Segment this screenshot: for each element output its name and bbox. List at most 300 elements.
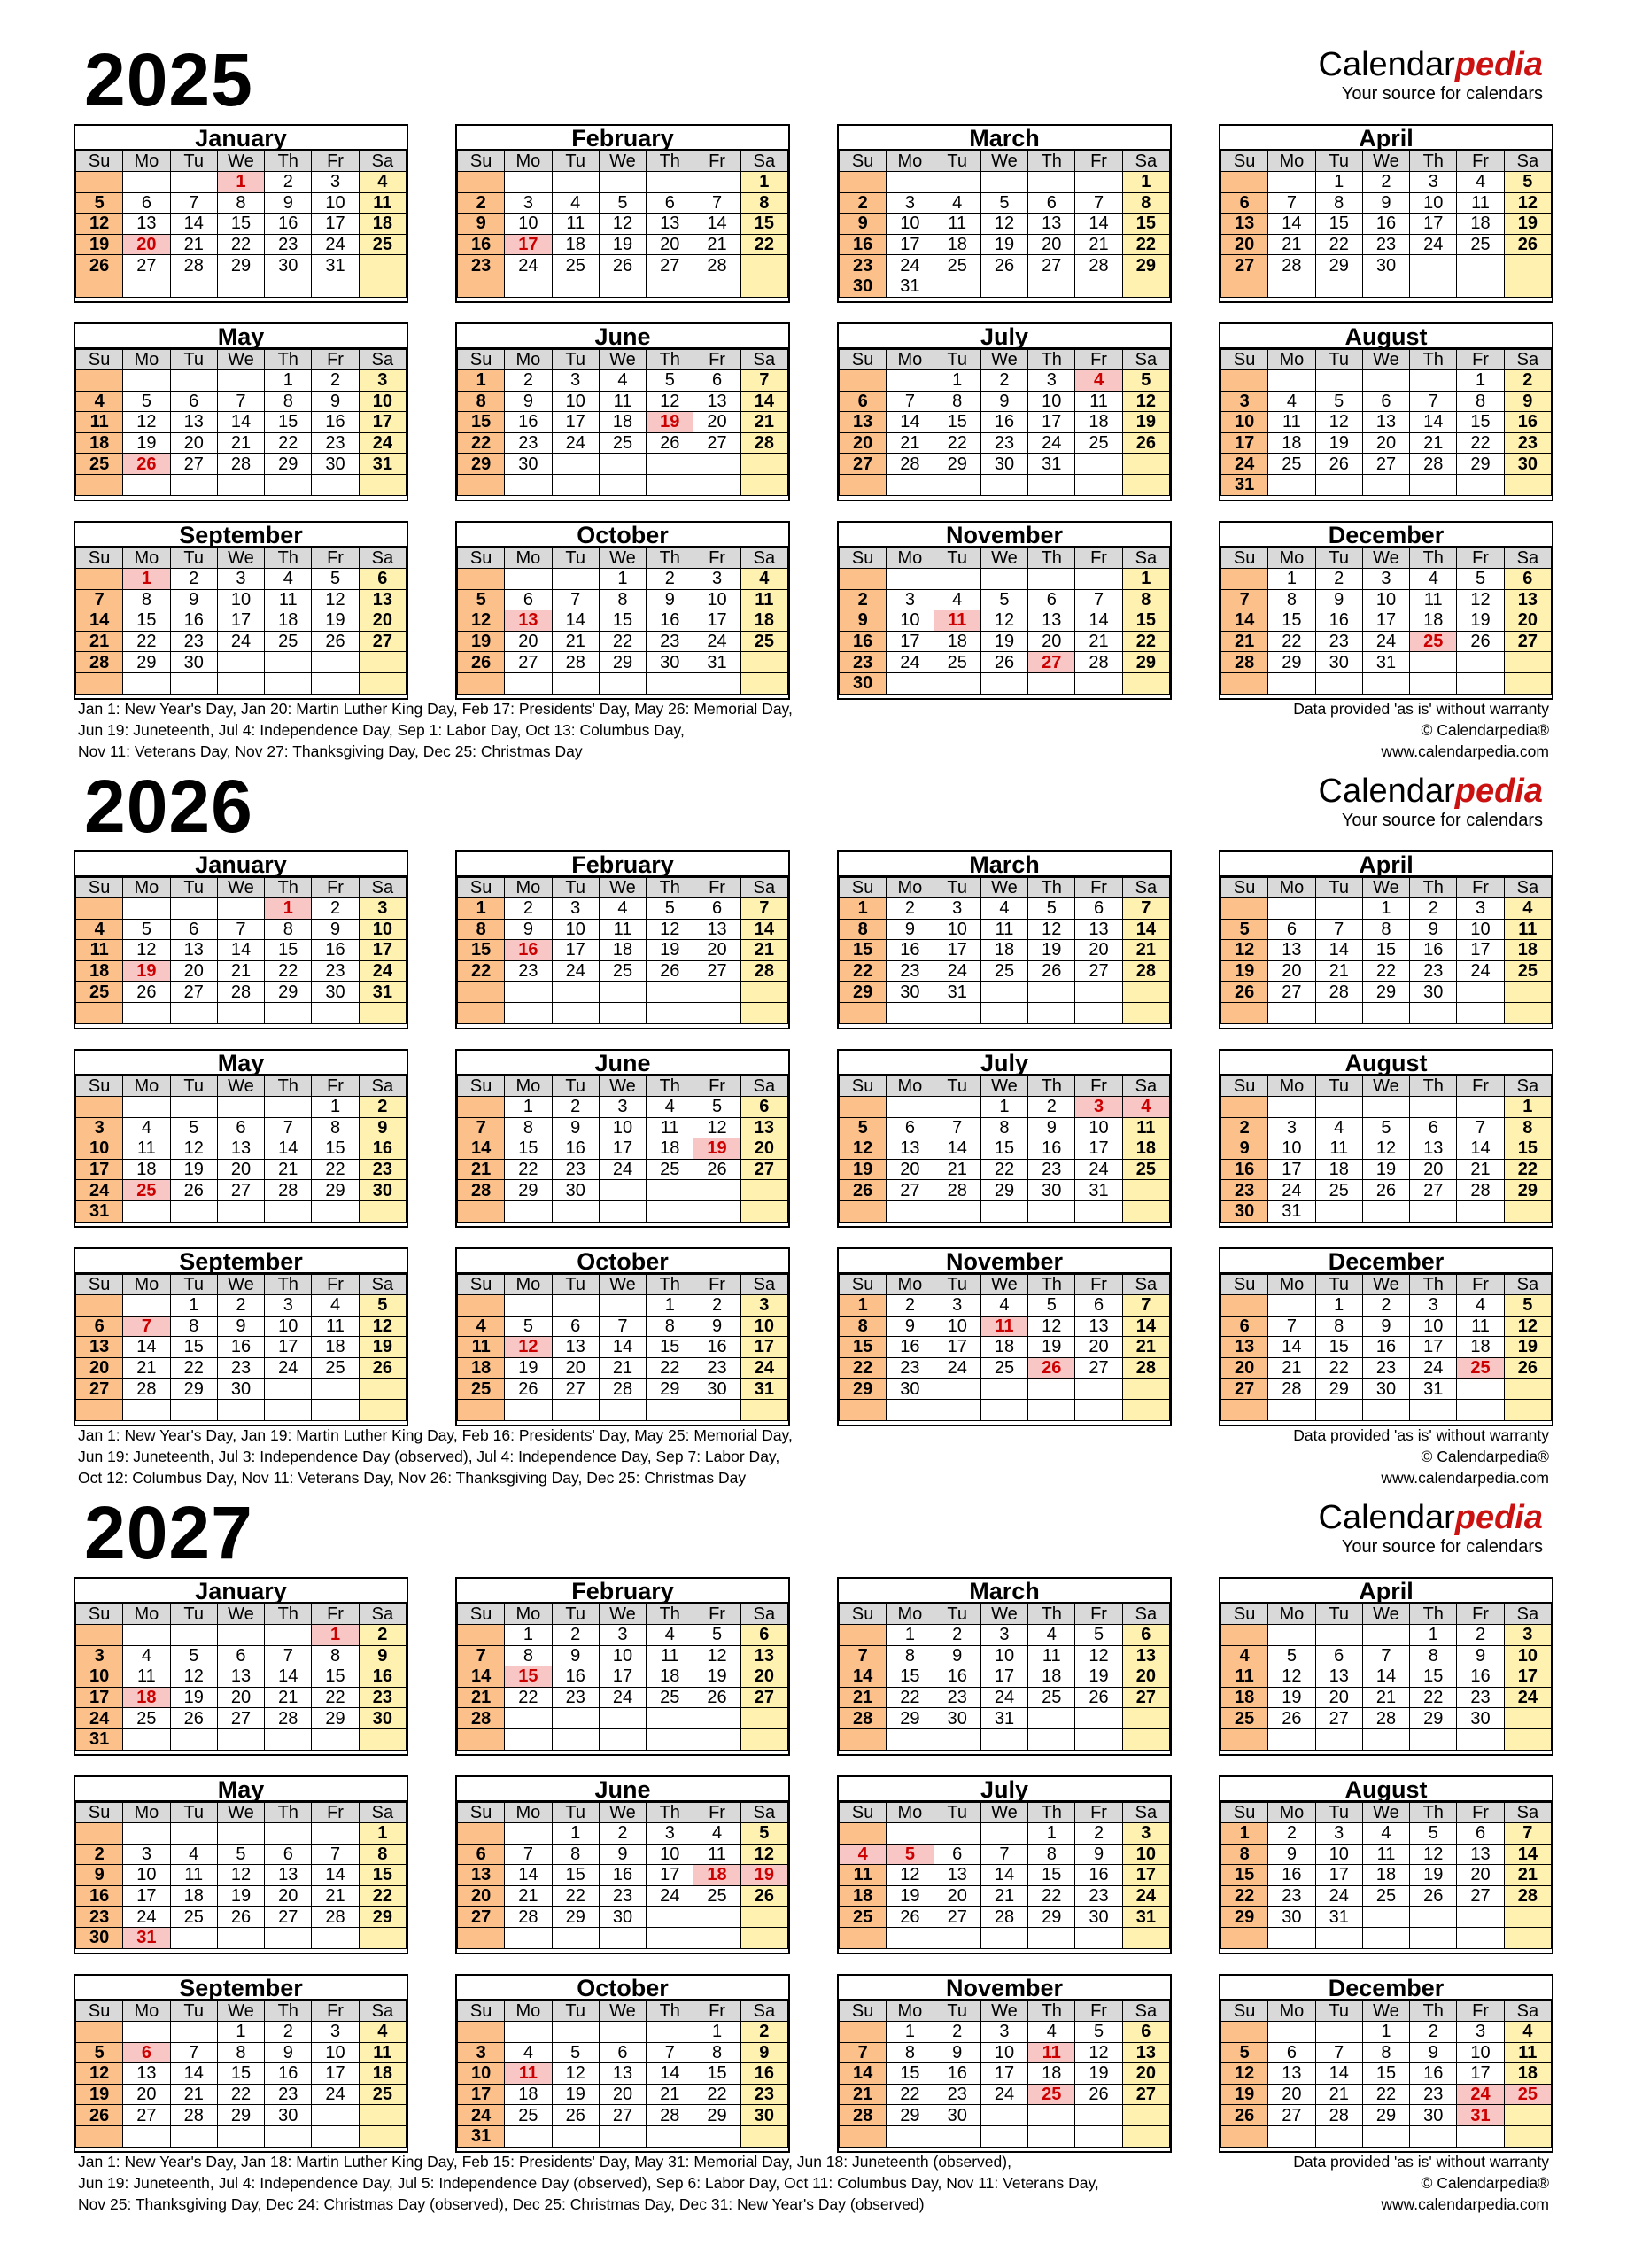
day-cell: 18 (599, 940, 646, 961)
day-cell: 29 (980, 1180, 1027, 1201)
empty-cell (458, 1399, 505, 1420)
empty-cell (887, 569, 934, 590)
day-cell: 31 (980, 1708, 1027, 1729)
day-cell: 2 (693, 1295, 740, 1317)
day-cell: 31 (76, 1200, 123, 1222)
day-cell: 24 (1362, 631, 1409, 652)
day-cell: 18 (265, 610, 312, 632)
day-cell: 21 (170, 2084, 217, 2105)
day-cell: 27 (123, 255, 170, 276)
empty-cell (458, 2022, 505, 2043)
day-cell: 9 (840, 610, 887, 632)
holiday-day-cell: 11 (934, 610, 980, 632)
day-cell: 21 (1457, 1159, 1504, 1180)
day-cell: 16 (934, 2063, 980, 2085)
empty-cell (458, 172, 505, 193)
day-cell: 9 (505, 391, 552, 412)
day-cell: 21 (170, 234, 217, 255)
day-cell: 25 (980, 1357, 1027, 1379)
day-cell: 26 (647, 960, 693, 982)
website-link[interactable]: www.calendarpedia.com (1381, 742, 1549, 760)
day-cell: 22 (840, 960, 887, 982)
day-cell: 19 (693, 1666, 740, 1688)
month-grid (1220, 1274, 1552, 1421)
day-cell: 16 (840, 631, 887, 652)
month-name: July (839, 1051, 1170, 1076)
weekday-header-fr: Fr (1457, 1275, 1504, 1295)
empty-cell (1410, 1728, 1457, 1750)
weekday-header-we: We (1362, 1803, 1409, 1823)
day-cell: 28 (1122, 1357, 1169, 1379)
empty-cell (1268, 1399, 1315, 1420)
month-grid (1220, 1802, 1552, 1949)
day-cell: 22 (170, 1357, 217, 1379)
month-name: July (839, 1777, 1170, 1802)
day-cell: 7 (1268, 1316, 1315, 1337)
day-cell: 13 (359, 589, 406, 610)
day-cell: 5 (170, 1117, 217, 1138)
day-cell: 24 (76, 1708, 123, 1729)
empty-cell (887, 172, 934, 193)
day-cell: 1 (1122, 569, 1169, 590)
empty-cell (693, 982, 740, 1003)
day-cell: 30 (170, 652, 217, 673)
empty-cell (1504, 1708, 1551, 1729)
day-cell: 28 (1504, 1885, 1551, 1907)
day-cell: 11 (599, 391, 646, 412)
empty-cell (647, 2022, 693, 2043)
month-name: January (75, 852, 407, 877)
weekday-header-we: We (980, 151, 1027, 172)
day-cell: 9 (934, 1645, 980, 1666)
day-cell: 29 (1362, 2105, 1409, 2126)
holiday-day-cell: 6 (123, 2042, 170, 2063)
day-cell: 13 (123, 2063, 170, 2085)
weekday-header-tu: Tu (552, 151, 599, 172)
day-cell: 31 (887, 276, 934, 297)
empty-cell (1122, 982, 1169, 1003)
day-cell: 1 (505, 1097, 552, 1118)
empty-cell (1122, 1379, 1169, 1400)
website-link[interactable]: www.calendarpedia.com (1381, 1469, 1549, 1487)
day-cell: 16 (647, 610, 693, 632)
day-cell: 7 (1075, 589, 1122, 610)
empty-cell (887, 1200, 934, 1222)
day-cell: 28 (1075, 255, 1122, 276)
day-cell: 17 (359, 940, 406, 961)
empty-cell (1504, 672, 1551, 694)
day-cell: 12 (1122, 391, 1169, 412)
day-cell: 13 (1504, 589, 1551, 610)
day-cell: 27 (170, 982, 217, 1003)
day-cell: 26 (76, 2105, 123, 2126)
empty-cell (934, 1379, 980, 1400)
day-cell: 29 (1315, 1379, 1362, 1400)
month-february (455, 1577, 790, 1756)
day-cell: 9 (647, 589, 693, 610)
day-cell: 12 (599, 214, 646, 235)
day-cell: 27 (1221, 1379, 1268, 1400)
day-cell: 11 (840, 1865, 887, 1886)
day-cell: 13 (1028, 610, 1075, 632)
day-cell: 28 (170, 2105, 217, 2126)
day-cell: 16 (359, 1666, 406, 1688)
day-cell: 16 (76, 1885, 123, 1907)
empty-cell (1221, 898, 1268, 920)
empty-cell (740, 672, 787, 694)
weekday-header-mo: Mo (123, 1076, 170, 1097)
weekday-header-mo: Mo (123, 2001, 170, 2022)
day-cell: 19 (1268, 1687, 1315, 1708)
day-cell: 27 (599, 2105, 646, 2126)
day-cell: 12 (552, 2063, 599, 2085)
day-cell: 3 (1410, 172, 1457, 193)
empty-cell (1362, 474, 1409, 495)
day-cell: 16 (740, 2063, 787, 2085)
day-cell: 8 (312, 1117, 359, 1138)
day-cell: 15 (458, 412, 505, 433)
day-cell: 4 (647, 1097, 693, 1118)
weekday-header-tu: Tu (170, 2001, 217, 2022)
day-cell: 9 (1221, 1138, 1268, 1160)
day-cell: 24 (76, 1180, 123, 1201)
day-cell: 10 (599, 1117, 646, 1138)
day-cell: 8 (840, 1316, 887, 1337)
website-link[interactable]: www.calendarpedia.com (1381, 2195, 1549, 2213)
empty-cell (505, 982, 552, 1003)
day-cell: 24 (599, 1159, 646, 1180)
month-grid (457, 548, 788, 695)
day-cell: 20 (359, 610, 406, 632)
day-cell: 13 (1075, 1316, 1122, 1337)
month-march (837, 124, 1172, 303)
day-cell: 7 (740, 370, 787, 392)
weekday-header-su: Su (458, 1076, 505, 1097)
day-cell: 9 (552, 1645, 599, 1666)
day-cell: 21 (1122, 940, 1169, 961)
day-cell: 8 (1362, 2042, 1409, 2063)
empty-cell (265, 1379, 312, 1400)
empty-cell (740, 454, 787, 475)
month-name: June (457, 1051, 788, 1076)
empty-cell (934, 1823, 980, 1845)
day-cell: 26 (980, 255, 1027, 276)
day-cell: 20 (265, 1885, 312, 1907)
empty-cell (1028, 982, 1075, 1003)
day-cell: 28 (1268, 255, 1315, 276)
weekday-header-tu: Tu (934, 151, 980, 172)
empty-cell (1362, 1200, 1409, 1222)
empty-cell (1122, 1002, 1169, 1023)
empty-cell (840, 370, 887, 392)
day-cell: 4 (740, 569, 787, 590)
month-name: February (457, 126, 788, 151)
empty-cell (740, 276, 787, 297)
day-cell: 3 (1457, 2022, 1504, 2043)
day-cell: 5 (359, 1295, 406, 1317)
day-cell: 19 (1075, 2063, 1122, 2085)
empty-cell (934, 276, 980, 297)
empty-cell (1221, 672, 1268, 694)
day-cell: 4 (1268, 391, 1315, 412)
day-cell: 4 (265, 569, 312, 590)
day-cell: 13 (170, 940, 217, 961)
weekday-header-mo: Mo (505, 548, 552, 569)
day-cell: 17 (76, 1159, 123, 1180)
day-cell: 10 (505, 214, 552, 235)
day-cell: 6 (1410, 1117, 1457, 1138)
empty-cell (217, 1097, 264, 1118)
brand-logo[interactable] (1319, 1501, 1543, 1557)
day-cell: 20 (170, 960, 217, 982)
empty-cell (740, 1002, 787, 1023)
day-cell: 4 (1315, 1117, 1362, 1138)
day-cell: 27 (170, 454, 217, 475)
day-cell: 4 (1221, 1645, 1268, 1666)
day-cell: 19 (76, 2084, 123, 2105)
day-cell: 31 (1410, 1379, 1457, 1400)
day-cell: 2 (76, 1844, 123, 1865)
day-cell: 28 (647, 2105, 693, 2126)
day-cell: 15 (359, 1865, 406, 1886)
weekday-header-we: We (980, 2001, 1027, 2022)
weekday-header-we: We (599, 548, 646, 569)
day-cell: 30 (552, 1180, 599, 1201)
empty-cell (458, 1295, 505, 1317)
day-cell: 24 (887, 255, 934, 276)
weekday-header-su: Su (840, 1275, 887, 1295)
day-cell: 5 (76, 2042, 123, 2063)
empty-cell (1075, 1002, 1122, 1023)
day-cell: 29 (840, 982, 887, 1003)
month-name: December (1220, 523, 1552, 548)
day-cell: 1 (505, 1625, 552, 1646)
weekday-header-fr: Fr (312, 151, 359, 172)
empty-cell (599, 2022, 646, 2043)
day-cell: 26 (693, 1159, 740, 1180)
day-cell: 30 (1221, 1200, 1268, 1222)
empty-cell (980, 172, 1027, 193)
day-cell: 25 (359, 2084, 406, 2105)
weekday-header-mo: Mo (505, 350, 552, 370)
day-cell: 18 (1504, 940, 1551, 961)
day-cell: 7 (1268, 192, 1315, 214)
brand-name (1319, 1501, 1543, 1534)
weekday-header-th: Th (265, 548, 312, 569)
empty-cell (840, 1823, 887, 1845)
day-cell: 17 (599, 1666, 646, 1688)
day-cell: 2 (599, 1823, 646, 1845)
day-cell: 13 (1362, 412, 1409, 433)
day-cell: 11 (1028, 1645, 1075, 1666)
empty-cell (934, 474, 980, 495)
day-cell: 17 (552, 412, 599, 433)
empty-cell (123, 1295, 170, 1317)
day-cell: 2 (1028, 1097, 1075, 1118)
empty-cell (217, 652, 264, 673)
brand-logo[interactable] (1319, 774, 1543, 831)
day-cell: 7 (1315, 2042, 1362, 2063)
weekday-header-tu: Tu (552, 1604, 599, 1625)
day-cell: 29 (505, 1180, 552, 1201)
empty-cell (1457, 255, 1504, 276)
empty-cell (1075, 1708, 1122, 1729)
weekday-header-sa: Sa (359, 1076, 406, 1097)
day-cell: 5 (693, 1625, 740, 1646)
empty-cell (552, 276, 599, 297)
empty-cell (1122, 1180, 1169, 1201)
day-cell: 15 (552, 1865, 599, 1886)
day-cell: 28 (1457, 1180, 1504, 1201)
weekday-header-mo: Mo (505, 2001, 552, 2022)
day-cell: 28 (1315, 2105, 1362, 2126)
day-cell: 19 (1315, 432, 1362, 454)
weekday-header-fr: Fr (1075, 878, 1122, 898)
empty-cell (1268, 2022, 1315, 2043)
empty-cell (1075, 1399, 1122, 1420)
weekday-header-sa: Sa (740, 1803, 787, 1823)
day-cell: 28 (217, 982, 264, 1003)
day-cell: 31 (312, 255, 359, 276)
weekday-header-su: Su (76, 350, 123, 370)
day-cell: 1 (1504, 1097, 1551, 1118)
holiday-note-line: Jun 19: Juneteenth, Jul 3: Independence Day (observed), Jul 4: Independence Day, Sep 7: Labor Day, (78, 1448, 780, 1465)
day-cell: 16 (887, 1337, 934, 1358)
day-cell: 8 (887, 2042, 934, 2063)
day-cell: 20 (170, 432, 217, 454)
empty-cell (552, 1399, 599, 1420)
empty-cell (1122, 454, 1169, 475)
day-cell: 25 (647, 1687, 693, 1708)
empty-cell (1221, 1728, 1268, 1750)
day-cell: 11 (647, 1645, 693, 1666)
empty-cell (693, 1002, 740, 1023)
day-cell: 18 (934, 631, 980, 652)
empty-cell (76, 1097, 123, 1118)
empty-cell (123, 276, 170, 297)
day-cell: 10 (1410, 1316, 1457, 1337)
day-cell: 7 (599, 1316, 646, 1337)
day-cell: 30 (934, 2105, 980, 2126)
day-cell: 29 (265, 982, 312, 1003)
day-cell: 16 (217, 1337, 264, 1358)
day-cell: 21 (1268, 1357, 1315, 1379)
day-cell: 9 (359, 1117, 406, 1138)
empty-cell (1122, 1728, 1169, 1750)
weekday-header-th: Th (647, 1803, 693, 1823)
empty-cell (217, 1927, 264, 1948)
day-cell: 11 (123, 1666, 170, 1688)
day-cell: 5 (1268, 1645, 1315, 1666)
day-cell: 5 (1410, 1823, 1457, 1845)
weekday-header-th: Th (1410, 350, 1457, 370)
day-cell: 5 (76, 192, 123, 214)
month-may (74, 1049, 408, 1228)
empty-cell (980, 1927, 1027, 1948)
empty-cell (359, 652, 406, 673)
month-name: April (1220, 852, 1552, 877)
weekday-header-su: Su (76, 878, 123, 898)
day-cell: 17 (647, 1865, 693, 1886)
day-cell: 10 (359, 919, 406, 940)
empty-cell (312, 1728, 359, 1750)
empty-cell (647, 1180, 693, 1201)
weekday-header-tu: Tu (934, 1803, 980, 1823)
empty-cell (552, 1708, 599, 1729)
day-cell: 10 (123, 1865, 170, 1886)
day-cell: 23 (1028, 1159, 1075, 1180)
day-cell: 30 (887, 1379, 934, 1400)
day-cell: 13 (1457, 1844, 1504, 1865)
empty-cell (1457, 1200, 1504, 1222)
weekday-header-we: We (980, 1803, 1027, 1823)
day-cell: 5 (1028, 898, 1075, 920)
day-cell: 9 (1028, 1117, 1075, 1138)
empty-cell (359, 2105, 406, 2126)
day-cell: 29 (693, 2105, 740, 2126)
weekday-header-sa: Sa (1504, 151, 1551, 172)
day-cell: 5 (1315, 391, 1362, 412)
day-cell: 1 (359, 1823, 406, 1845)
month-name: November (839, 523, 1170, 548)
brand-logo[interactable] (1319, 48, 1543, 105)
day-cell: 30 (840, 276, 887, 297)
empty-cell (599, 276, 646, 297)
day-cell: 15 (840, 1337, 887, 1358)
day-cell: 11 (359, 2042, 406, 2063)
weekday-header-we: We (1362, 350, 1409, 370)
day-cell: 1 (1028, 1823, 1075, 1845)
day-cell: 17 (934, 940, 980, 961)
brand-tagline: Your source for calendars (1341, 1537, 1543, 1557)
month-name: July (839, 324, 1170, 349)
day-cell: 8 (693, 2042, 740, 2063)
day-cell: 25 (1457, 234, 1504, 255)
day-cell: 24 (359, 960, 406, 982)
day-cell: 28 (1221, 652, 1268, 673)
day-cell: 3 (265, 1295, 312, 1317)
day-cell: 7 (980, 1844, 1027, 1865)
empty-cell (647, 276, 693, 297)
month-grid (839, 1802, 1170, 1949)
day-cell: 6 (505, 589, 552, 610)
day-cell: 28 (1315, 982, 1362, 1003)
day-cell: 20 (217, 1159, 264, 1180)
weekday-header-fr: Fr (693, 1275, 740, 1295)
day-cell: 18 (1504, 2063, 1551, 2085)
day-cell: 8 (505, 1117, 552, 1138)
day-cell: 27 (1122, 1687, 1169, 1708)
day-cell: 6 (265, 1844, 312, 1865)
day-cell: 17 (217, 610, 264, 632)
day-cell: 10 (1362, 589, 1409, 610)
holiday-day-cell: 26 (1028, 1357, 1075, 1379)
weekday-header-mo: Mo (1268, 878, 1315, 898)
empty-cell (887, 1097, 934, 1118)
day-cell: 22 (1221, 1885, 1268, 1907)
day-cell: 25 (934, 255, 980, 276)
weekday-header-fr: Fr (1075, 1803, 1122, 1823)
day-cell: 15 (1315, 214, 1362, 235)
weekday-header-sa: Sa (1504, 548, 1551, 569)
day-cell: 7 (312, 1844, 359, 1865)
empty-cell (980, 1728, 1027, 1750)
day-cell: 10 (312, 192, 359, 214)
empty-cell (1362, 1399, 1409, 1420)
weekday-header-tu: Tu (552, 2001, 599, 2022)
day-cell: 15 (1504, 1138, 1551, 1160)
weekday-header-tu: Tu (1315, 548, 1362, 569)
